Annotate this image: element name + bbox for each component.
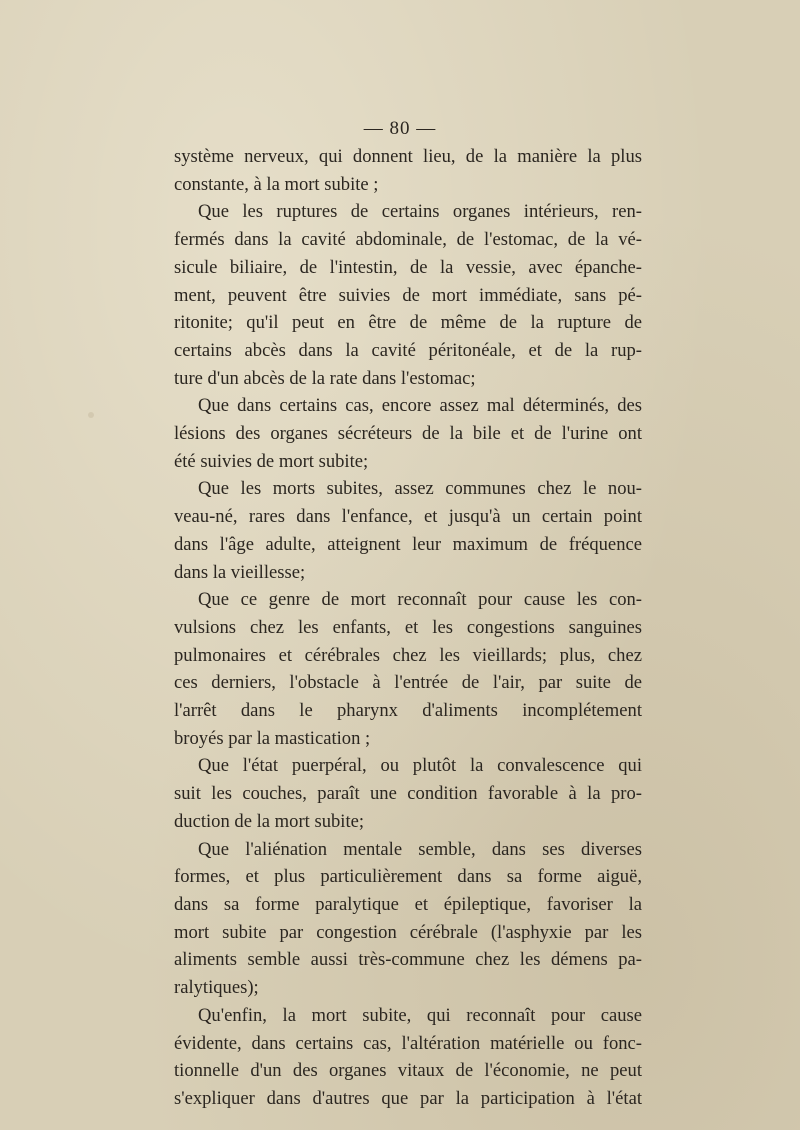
text-line: dans l'âge adulte, atteignent leur maximum de fréquence <box>174 533 642 555</box>
text-line: broyés par la mastication ; <box>174 727 371 749</box>
text-line: veau-né, rares dans l'enfance, et jusqu'à un certain point <box>174 506 642 528</box>
text-line: ces derniers, l'obstacle à l'entrée de l'air, par suite de <box>174 672 642 694</box>
text-line: duction de la mort subite; <box>174 810 365 832</box>
text-line: formes, et plus particulièrement dans sa forme aiguë, <box>174 866 642 888</box>
text-line: ritonite; qu'il peut en être de même de la rupture de <box>174 312 642 334</box>
text-line: ture d'un abcès de la rate dans l'estomac; <box>174 367 476 389</box>
body-text <box>174 143 642 1113</box>
text-line: pulmonaires et cérébrales chez les vieillards; plus, chez <box>174 644 642 666</box>
text-line: mort subite par congestion cérébrale (l'asphyxie par les <box>174 921 642 943</box>
text-line: vulsions chez les enfants, et les congestions sanguines <box>174 616 642 638</box>
text-line: s'expliquer dans d'autres que par la participation à l'état <box>174 1087 642 1109</box>
text-line: tionnelle d'un des organes vitaux de l'économie, ne peut <box>174 1060 642 1082</box>
page-number: — 80 — <box>363 118 437 139</box>
text-line: lésions des organes sécréteurs de la bile et de l'urine ont <box>174 423 642 445</box>
text-line: ment, peuvent être suivies de mort immédiate, sans pé- <box>174 284 642 306</box>
text-line: fermés dans la cavité abdominale, de l'estomac, de la vé- <box>174 229 642 251</box>
paragraph-start-line: Qu'enfin, la mort subite, qui reconnaît pour cause <box>198 1004 642 1026</box>
text-line: l'arrêt dans le pharynx d'aliments incomplétement <box>174 700 642 722</box>
paper-stain <box>88 412 94 418</box>
paragraph-start-line: Que les morts subites, assez communes chez le nou- <box>198 478 642 500</box>
paragraph-start-line: Que l'aliénation mentale semble, dans ses diverses <box>198 838 642 860</box>
paragraph-start-line: Que ce genre de mort reconnaît pour cause les con- <box>198 589 642 611</box>
text-line: certains abcès dans la cavité péritonéale, et de la rup- <box>174 339 642 361</box>
paragraph-start-line: Que les ruptures de certains organes intérieurs, ren- <box>198 201 642 223</box>
text-line: constante, à la mort subite ; <box>174 173 379 195</box>
text-line: suit les couches, paraît une condition favorable à la pro- <box>174 783 642 805</box>
text-line: système nerveux, qui donnent lieu, de la manière la plus <box>174 146 642 167</box>
text-line: aliments semble aussi très-commune chez les démens pa- <box>174 949 642 971</box>
text-line: dans sa forme paralytique et épileptique, favoriser la <box>174 893 642 915</box>
text-line: été suivies de mort subite; <box>174 450 369 472</box>
paragraph-start-line: Que dans certains cas, encore assez mal déterminés, des <box>198 395 642 417</box>
text-line: ralytiques); <box>174 977 259 999</box>
text-line: dans la vieillesse; <box>174 561 306 583</box>
paragraph-start-line: Que l'état puerpéral, ou plutôt la convalescence qui <box>198 755 642 777</box>
text-line: évidente, dans certains cas, l'altération matérielle ou fonc- <box>174 1032 642 1054</box>
text-line: sicule biliaire, de l'intestin, de la vessie, avec épanche- <box>174 256 642 278</box>
